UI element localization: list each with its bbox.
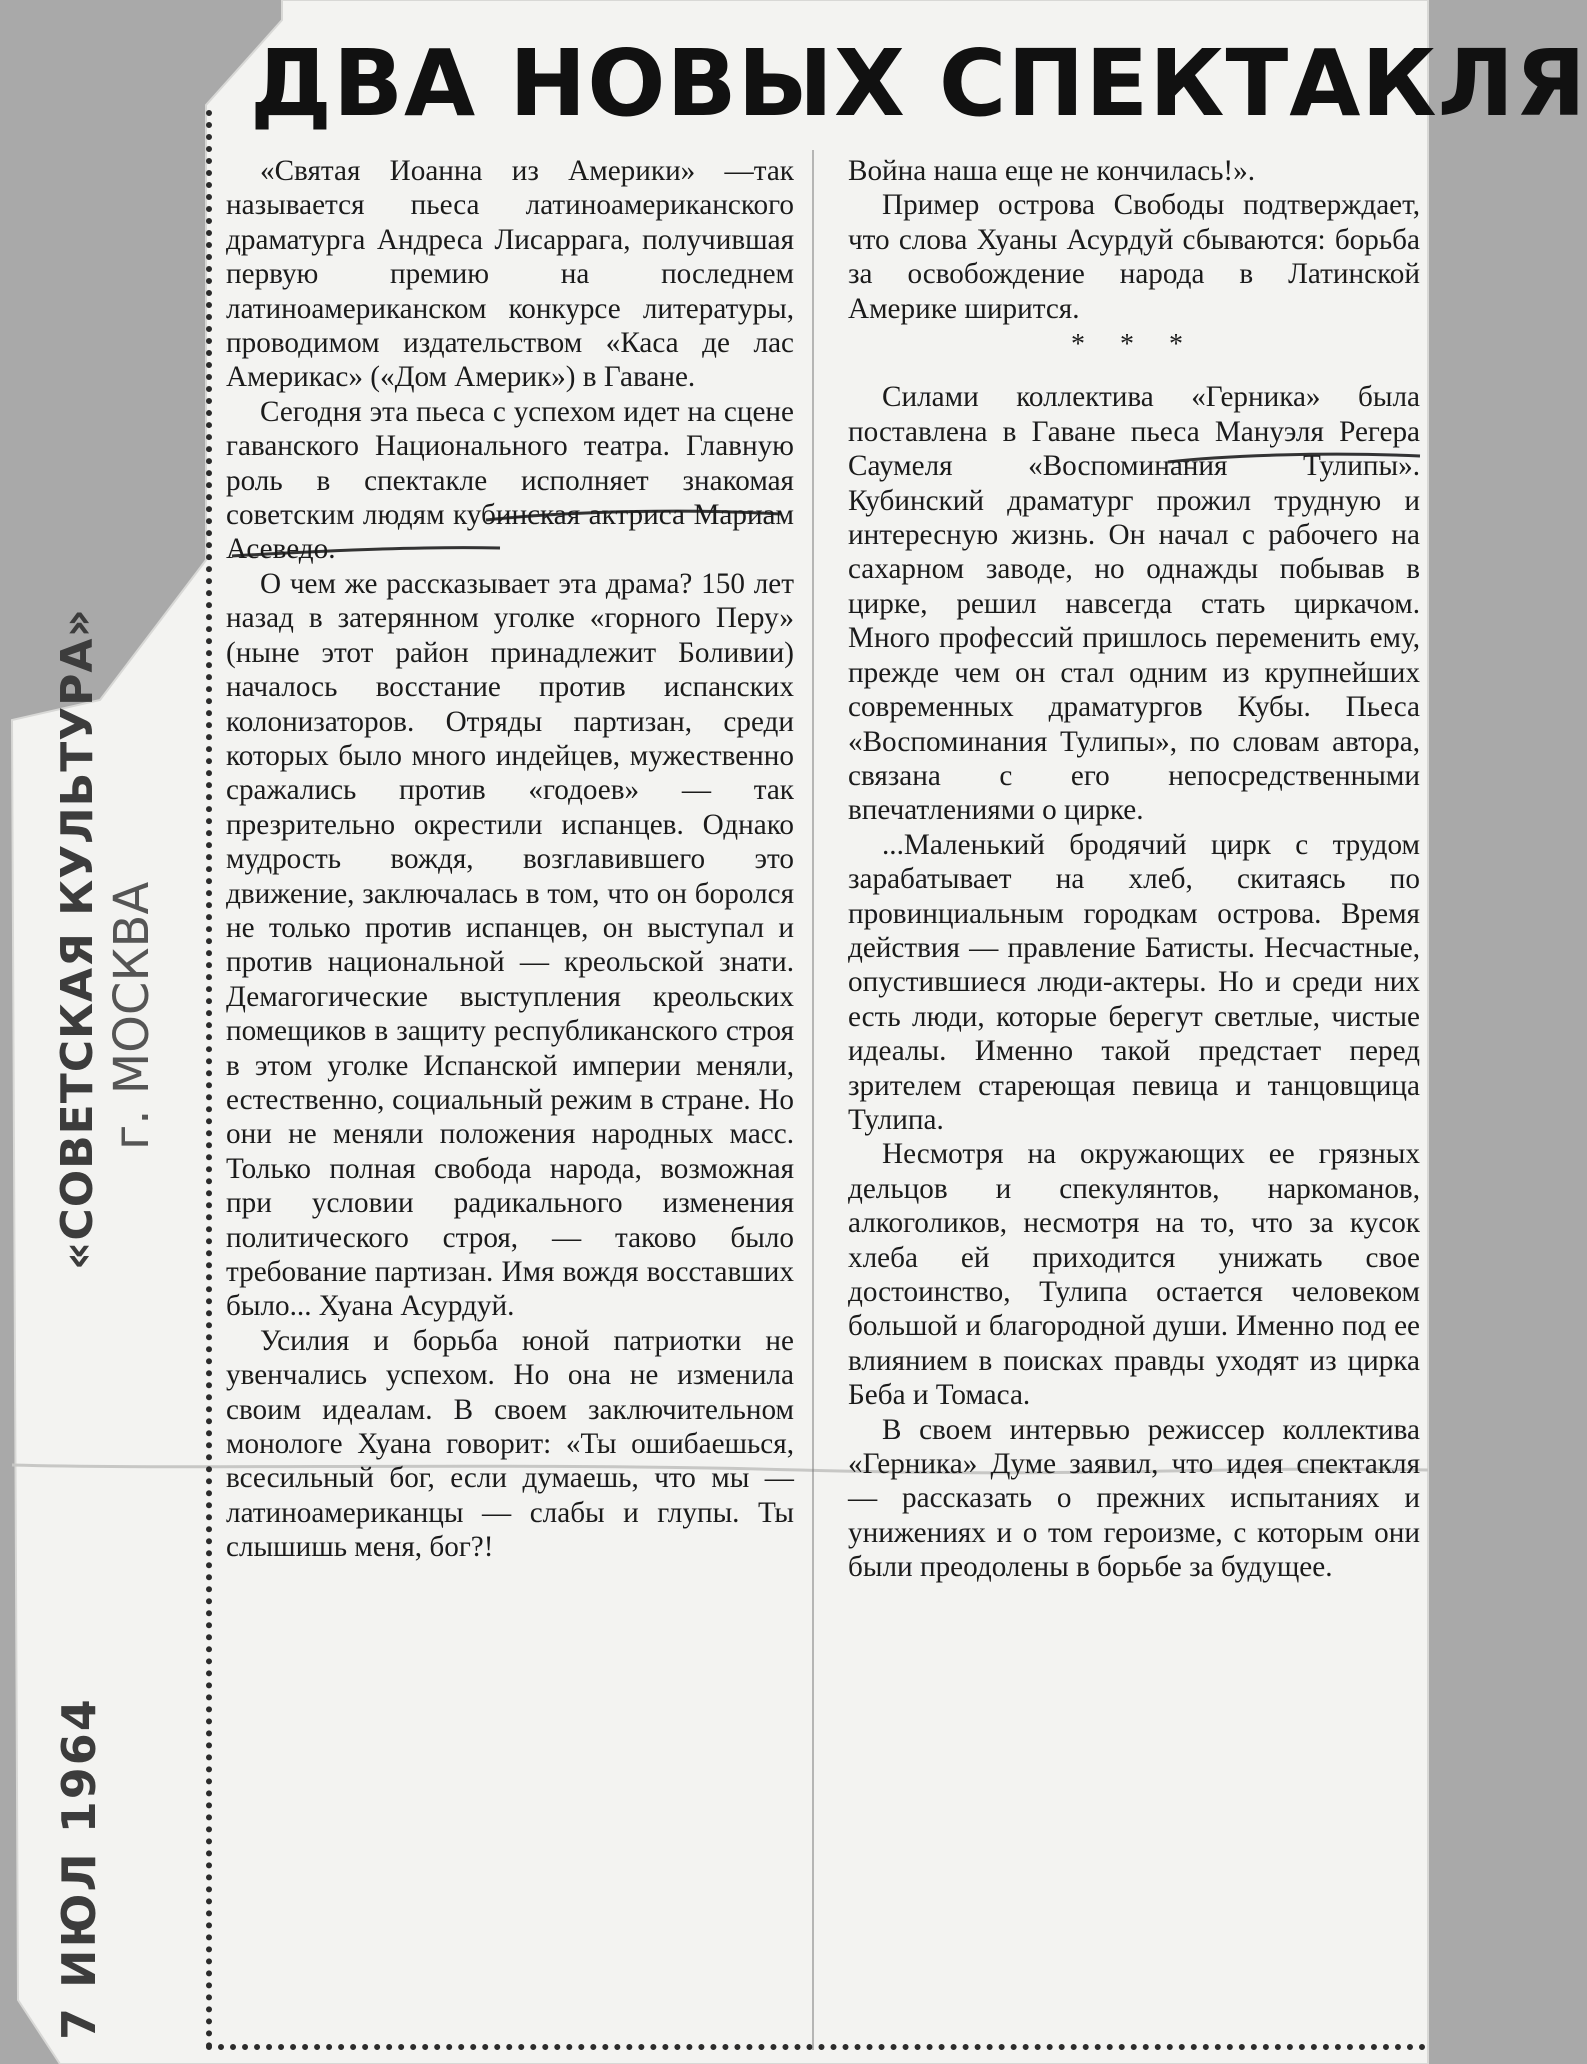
paragraph: Усилия и борьба юной патриотки не увенчались успехом. Но она не изменила своим идеалам. В своем заключительном монологе Хуана говорит: «Ты ошибаешься, всесильный бог, если думаешь, что мы — латиноамериканцы — слабы и глупы. Ты слышишь меня, бог?! bbox=[226, 1324, 794, 1564]
article-column-left bbox=[226, 154, 794, 2049]
paragraph: Несмотря на окружающих ее грязных дельцов и спекулянтов, наркоманов, алкоголиков, несмотря на то, что за кусок хлеба ей приходится унижать свое достоинство, Тулипа остается человеком большой и благородной души. Именно под ее влиянием в поисках правды уходят из цирка Беба и Томаса. bbox=[848, 1138, 1420, 1412]
paragraph: Пример острова Свободы подтверждает, что слова Хуаны Асурдуй сбываются: борьба за освобождение народа в Латинской Америке ширится. bbox=[848, 189, 1420, 325]
paragraph: В своем интервью режиссер коллектива «Герника» Думе заявил, что идея спектакля — рассказать о прежних испытаниях и унижениях и о том героизме, с которым они были преодолены в борьбе за будущее. bbox=[848, 1413, 1420, 1584]
section-divider: * * * bbox=[1071, 329, 1197, 361]
paragraph: Война наша еще не кончилась!». bbox=[848, 155, 1256, 187]
paragraph: Сегодня эта пьеса с успехом идет на сцене гаванского Национального театра. Главную роль в спектакле исполняет знакомая советским людям кубинская актриса Мариам Асеведо. bbox=[226, 395, 794, 566]
paragraph: «Святая Иоанна из Америки» —так называется пьеса латиноамериканского драматурга Андреса Лисаррага, получившая первую премию на последнем латиноамериканском конкурсе литературы, проводимом издательством «Каса де лас Америкас» («Дом Америк») в Гаване. bbox=[226, 155, 794, 394]
city-stamp: г. МОСКВА bbox=[104, 881, 160, 1150]
paragraph: ...Маленький бродячий цирк с трудом зарабатывает на хлеб, скитаясь по провинциальным городкам острова. Время действия — правление Батисты. Несчастные, опустившиеся люди-актеры. Но и среди них есть люди, которые берегут светлые, чистые идеалы. Именно такой предстает перед зрителем стареющая певица и танцовщица Тулипа. bbox=[848, 828, 1420, 1136]
article-column-right bbox=[848, 154, 1420, 2049]
headline: ДВА НОВЫХ СПЕКТАКЛЯ bbox=[250, 30, 1587, 137]
paragraph: Силами коллектива «Герника» была поставлена в Гаване пьеса Мануэля Регера Саумеля «Воспоминания Тулипы». Кубинский драматург прожил трудную и интересную жизнь. Он начал с рабочего на сахарном заводе, но однажды побывав в цирке, решил навсегда стать циркачом. Много профессий пришлось переменить ему, прежде чем он стал одним из крупнейших современных драматургов Кубы. Пьеса «Воспоминания Тулипы», по словам автора, связана с его непосредственными впечатлениями о цирке. bbox=[848, 381, 1420, 827]
column-divider bbox=[812, 150, 814, 2050]
date-stamp: 7 ИЮЛ 1964 bbox=[52, 1697, 106, 2040]
newspaper-name-stamp: «СОВЕТСКАЯ КУЛЬТУРА» bbox=[52, 608, 103, 1270]
paragraph: О чем же рассказывает эта драма? 150 лет назад в затерянном уголке «горного Перу» (ныне этот район принадлежит Боливии) началось восстание против испанских колонизаторов. Отряды партизан, среди которых было много индейцев, мужественно сражались против «годоев» — так презрительно окрестили испанцев. Однако мудрость вождя, возглавившего это движение, заключалась в том, что он боролся не только против испанцев, он выступал и против национальной — креольской знати. Демагогические выступления креольских помещиков в защиту республиканского строя в этом уголке Испанской империи меняли, естественно, социальный режим в стране. Но они не меняли положения народных масс. Только полная свобода народа, возможная при условии радикального изменения политического строя, — таково было требование партизан. Имя вождя восставших было... Хуана Асурдуй. bbox=[226, 567, 794, 1323]
